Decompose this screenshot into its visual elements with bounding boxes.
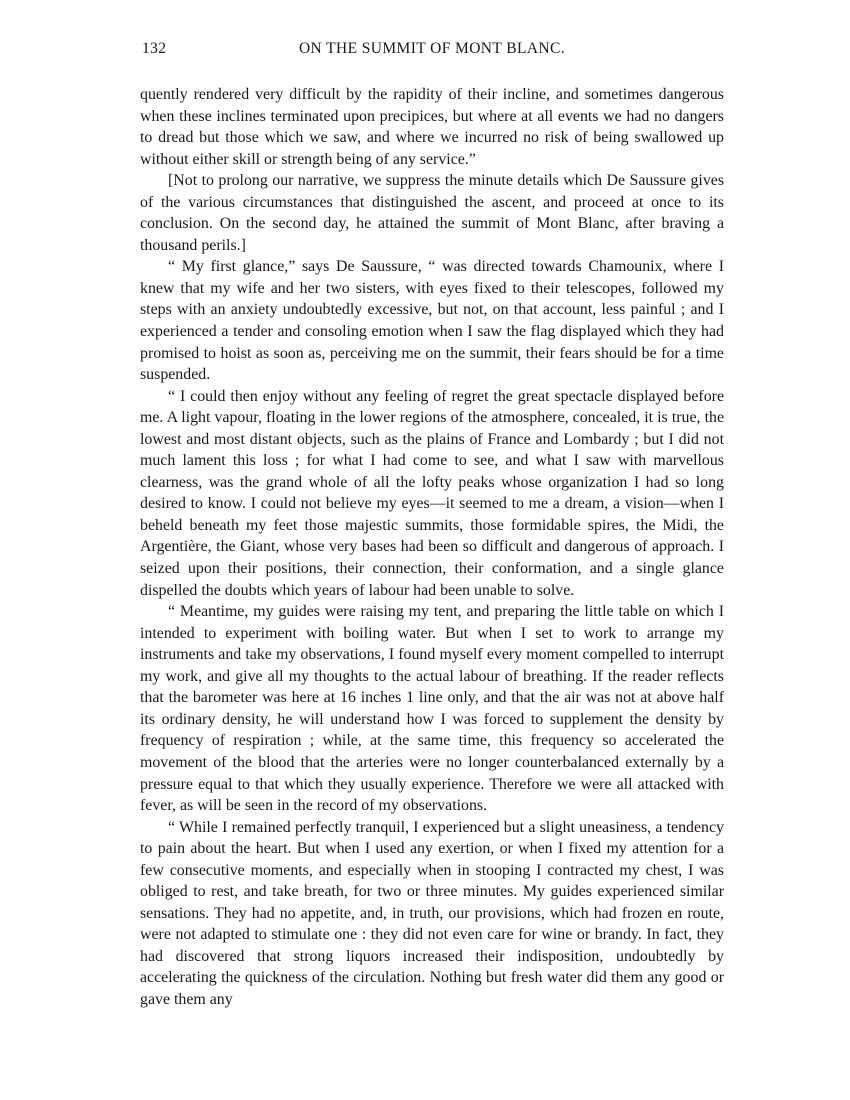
page-number: 132	[142, 40, 167, 57]
body-text	[140, 84, 724, 1011]
paragraph-breathing: “ Meantime, my guides were raising my tent, and preparing the little table on which I intended to experiment with boiling water. But when I set to work to arrange my instruments and take my observations, I found myself every moment compelled to interrupt my work, and give all my thoughts to the actual labour of breathing. If the reader reflects that the barometer was here at 16 inches 1 line only, and that the air was not at above half its ordinary density, he will understand how I was forced to supplement the density by frequency of respiration ; while, at the same time, this frequency so accelerated the movement of the blood that the arteries were no longer counterbalanced externally by a pressure equal to that which they usually experience. Therefore we were all attacked with fever, as will be seen in the record of my observations.	[140, 603, 724, 815]
paragraph-sensations: “ While I remained perfectly tranquil, I experienced but a slight uneasiness, a tendency to pain about the heart. But when I used any exertion, or when I fixed my attention for a few consecutive moments, and especially when in stooping I contracted my chest, I was obliged to rest, and take breath, for two or three minutes. My guides experienced similar sensations. They had no appetite, and, in truth, our provisions, which had frozen en route, were not adapted to stimulate one : they did not even care for wine or brandy. In fact, they had discovered that strong liquors increased their indisposition, undoubtedly by accelerating the quickness of the circulation. Nothing but fresh water did them any good or gave them any	[140, 818, 724, 1008]
running-title: ON THE SUMMIT OF MONT BLANC.	[298, 40, 566, 57]
paragraph-spectacle: “ I could then enjoy without any feeling of regret the great spectacle displayed before me. A light vapour, floating in the lower regions of the atmosphere, concealed, it is true, the lowest and most distant objects, such as the plains of France and Lombardy ; but I did not much lament this loss ; for what I had come to see, and what I saw with marvellous clearness, was the grand whole of all the lofty peaks whose organization I had so long desired to know. I could not believe my eyes—it seemed to me a dream, a vision—when I beheld beneath my feet those majestic summits, those formidable spires, the Midi, the Argentière, the Giant, whose very bases had been so difficult and dangerous of approach. I seized upon their positions, their connection, their conformation, and a single glance dispelled the doubts which years of labour had been unable to solve.	[140, 387, 724, 599]
page-header	[140, 38, 724, 68]
paragraph-continued: quently rendered very difficult by the rapidity of their incline, and sometimes dangerous when these inclines terminated upon precipices, but where at all events we had no dangers to dread but those which we saw, and where we incurred no risk of being swallowed up without either skill or strength being of any service.”	[140, 86, 724, 168]
paragraph-first-glance: “ My first glance,” says De Saussure, “ was directed towards Chamounix, where I knew that my wife and her two sisters, with eyes fixed to their telescopes, followed my steps with an anxiety undoubtedly excessive, but not, on that account, less painful ; and I experienced a tender and consoling emotion when I saw the flag displayed which they had promised to hoist as soon as, perceiving me on the summit, their fears should be for a time suspended.	[140, 258, 724, 384]
paragraph-editorial-note: [Not to prolong our narrative, we suppress the minute details which De Saussure gives of the various circumstances that distinguished the ascent, and proceed at once to its conclusion. On the second day, he attained the summit of Mont Blanc, after braving a thousand perils.]	[140, 172, 724, 254]
